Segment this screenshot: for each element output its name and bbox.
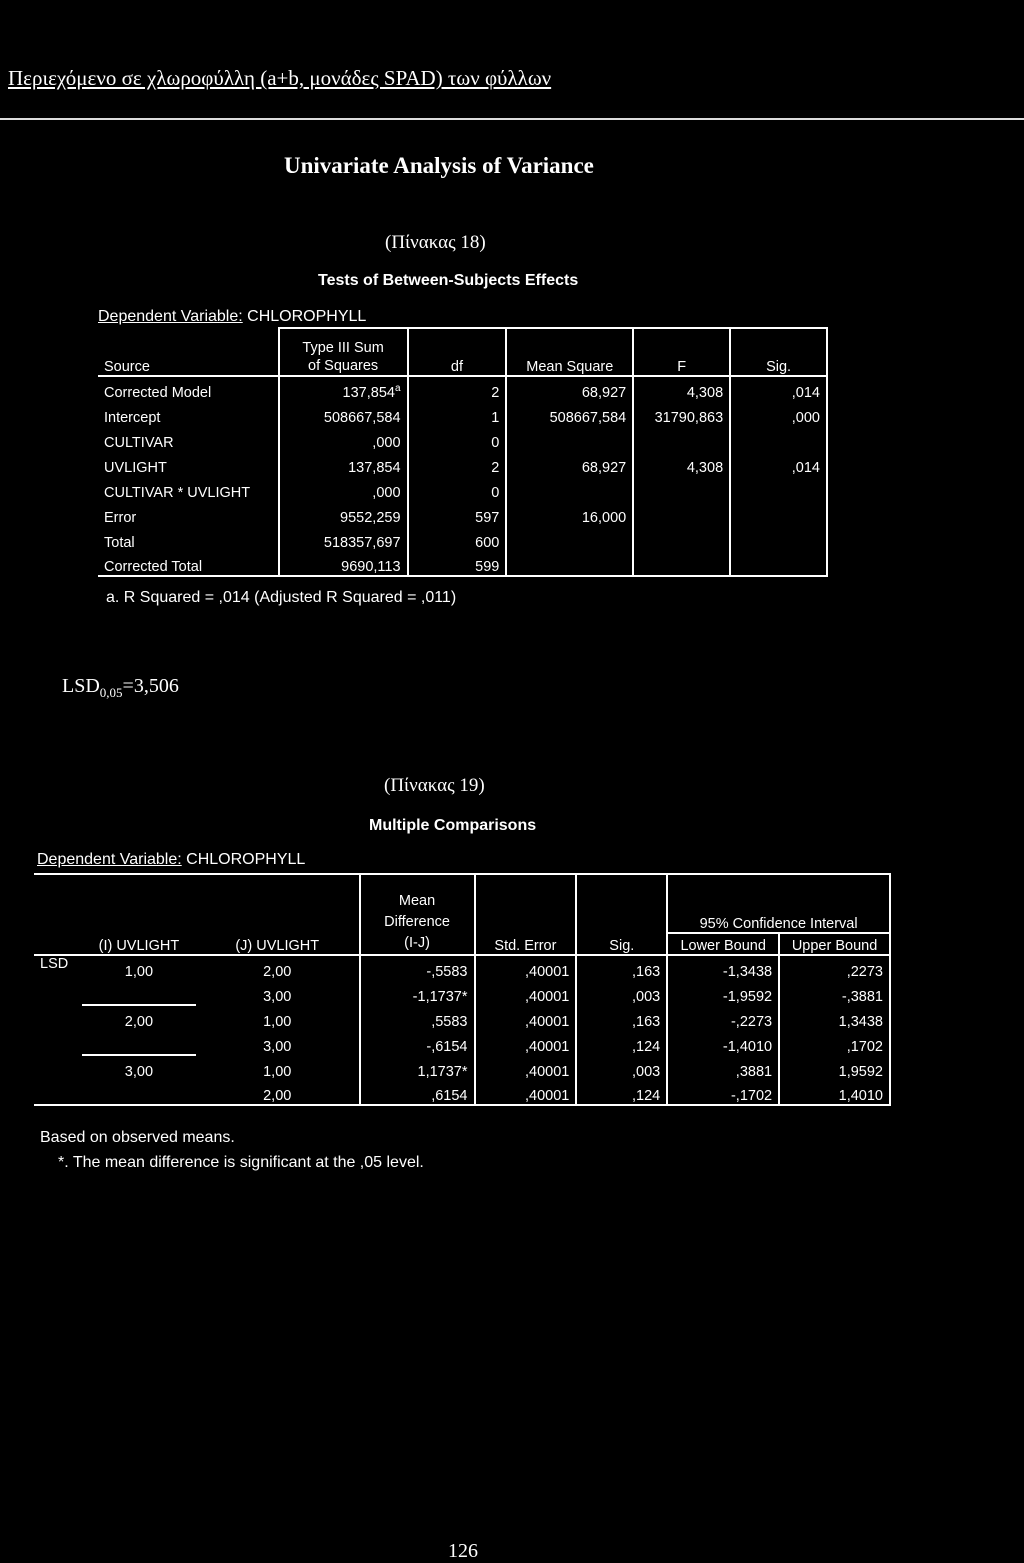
cell-source-value: Corrected Model xyxy=(104,385,212,401)
table18-caption: (Πίνακας 18) xyxy=(385,232,486,253)
col-mean-square: Mean Square xyxy=(506,328,633,376)
cell-sig xyxy=(730,551,827,576)
cell-sig-value: ,000 xyxy=(791,410,820,426)
table-row xyxy=(34,1030,890,1055)
col-md-line1: Mean xyxy=(398,893,436,909)
cell-ms xyxy=(506,501,633,526)
table-row xyxy=(98,501,827,526)
cell-i xyxy=(82,980,196,1005)
cell-df xyxy=(408,426,507,451)
cell-source-value: UVLIGHT xyxy=(104,460,167,476)
table-row xyxy=(98,376,827,401)
cell-f xyxy=(633,376,730,401)
cell-lb: ,3881 xyxy=(667,1055,779,1080)
cell-ub: -,3881 xyxy=(779,980,890,1005)
cell-df xyxy=(408,401,507,426)
col-j-uvlight: (J) UVLIGHT xyxy=(196,874,360,955)
cell-ms xyxy=(506,401,633,426)
cell-source xyxy=(98,376,279,401)
footnote-mark: a. xyxy=(106,589,120,606)
col-ss-line1: Type III Sum xyxy=(302,340,384,356)
col-ss-line2: of Squares xyxy=(308,358,379,374)
cell-ss xyxy=(279,476,408,501)
col-sig: Sig. xyxy=(576,874,667,955)
cell-f xyxy=(633,426,730,451)
cell-f xyxy=(633,451,730,476)
cell-sig: ,163 xyxy=(576,1005,667,1030)
col-i-uvlight: (I) UVLIGHT xyxy=(82,874,196,955)
cell-sig xyxy=(730,426,827,451)
cell-df-value: 1 xyxy=(491,410,500,426)
cell-f-value: 4,308 xyxy=(686,385,724,401)
note-text: The mean difference is significant at the ,05 level. xyxy=(72,1154,424,1171)
cell-source-value: Intercept xyxy=(104,410,161,426)
cell-md: ,6154 xyxy=(360,1080,475,1105)
cell-se: ,40001 xyxy=(475,1030,577,1055)
cell-footnote-ref: a xyxy=(394,383,401,395)
cell-df xyxy=(408,376,507,401)
cell-lb: -,2273 xyxy=(667,1005,779,1030)
table19-dependent-variable xyxy=(37,851,305,869)
cell-md: ,5583 xyxy=(360,1005,475,1030)
table-row xyxy=(34,1005,890,1030)
cell-ms xyxy=(506,476,633,501)
cell-df-value: 599 xyxy=(475,559,500,575)
table-row xyxy=(98,551,827,576)
between-subjects-table xyxy=(98,327,828,577)
col-confidence-interval: 95% Confidence Interval xyxy=(667,874,890,933)
cell-i xyxy=(82,1030,196,1055)
cell-ms xyxy=(506,451,633,476)
cell-ub: 1,4010 xyxy=(779,1080,890,1105)
cell-j: 1,00 xyxy=(196,1055,360,1080)
cell-method: LSD xyxy=(34,955,82,1105)
cell-source-value: CULTIVAR * UVLIGHT xyxy=(104,485,251,501)
cell-ms-value: 68,927 xyxy=(581,385,627,401)
table19-caption: (Πίνακας 19) xyxy=(384,775,485,796)
col-f: F xyxy=(633,328,730,376)
cell-df-value: 0 xyxy=(491,485,500,501)
table-row xyxy=(98,526,827,551)
cell-sig xyxy=(730,501,827,526)
cell-source-value: Total xyxy=(104,535,135,551)
cell-ss-value: ,000 xyxy=(372,435,401,451)
col-md-line2: Difference xyxy=(384,914,450,930)
cell-source xyxy=(98,501,279,526)
table18-title: Tests of Between-Subjects Effects xyxy=(318,272,579,289)
cell-se: ,40001 xyxy=(475,1005,577,1030)
cell-source xyxy=(98,451,279,476)
cell-i: 2,00 xyxy=(124,1014,154,1030)
cell-j: 1,00 xyxy=(196,1005,360,1030)
cell-sig xyxy=(730,376,827,401)
cell-ms xyxy=(506,551,633,576)
table-row xyxy=(98,451,827,476)
cell-ub: ,2273 xyxy=(779,955,890,980)
cell-ms xyxy=(506,526,633,551)
cell-ss xyxy=(279,401,408,426)
cell-sig xyxy=(730,401,827,426)
col-sum-of-squares xyxy=(279,328,408,376)
cell-ss xyxy=(279,526,408,551)
cell-ub: ,1702 xyxy=(779,1030,890,1055)
col-lower-bound: Lower Bound xyxy=(667,933,779,955)
table-row xyxy=(98,401,827,426)
cell-sig: ,003 xyxy=(576,980,667,1005)
cell-lb: -1,3438 xyxy=(667,955,779,980)
cell-sig: ,163 xyxy=(576,955,667,980)
cell-source xyxy=(98,426,279,451)
cell-ss-value: ,000 xyxy=(372,485,401,501)
cell-se: ,40001 xyxy=(475,980,577,1005)
note-mark: *. xyxy=(58,1154,69,1171)
table19-title: Multiple Comparisons xyxy=(369,817,537,834)
col-upper-bound: Upper Bound xyxy=(779,933,890,955)
cell-ss-value: 137,854 xyxy=(342,385,395,401)
cell-j: 2,00 xyxy=(196,955,360,980)
cell-sig: ,124 xyxy=(576,1080,667,1105)
cell-ms-value: 68,927 xyxy=(581,460,627,476)
col-std-error: Std. Error xyxy=(475,874,577,955)
cell-source-value: Error xyxy=(104,510,137,526)
cell-df-value: 597 xyxy=(475,510,500,526)
cell-ms-value: 508667,584 xyxy=(549,410,627,426)
cell-ss-value: 9690,113 xyxy=(341,559,401,575)
cell-ub: 1,9592 xyxy=(779,1055,890,1080)
table-row xyxy=(98,476,827,501)
lsd-base: LSD xyxy=(62,675,100,697)
header-blank-method xyxy=(34,874,82,955)
cell-ss-value: 518357,697 xyxy=(323,535,401,551)
cell-df xyxy=(408,526,507,551)
cell-se: ,40001 xyxy=(475,1080,577,1105)
table18-header-row xyxy=(98,328,827,376)
table18-body xyxy=(98,376,827,576)
page-number: 126 xyxy=(448,1540,478,1562)
cell-df xyxy=(408,451,507,476)
cell-df xyxy=(408,476,507,501)
cell-lb: -1,4010 xyxy=(667,1030,779,1055)
cell-ss xyxy=(279,451,408,476)
cell-j: 3,00 xyxy=(196,980,360,1005)
cell-sig xyxy=(730,451,827,476)
cell-se: ,40001 xyxy=(475,1055,577,1080)
cell-j: 2,00 xyxy=(196,1080,360,1105)
cell-ss xyxy=(279,376,408,401)
multiple-comparisons-table xyxy=(34,873,891,1106)
cell-i xyxy=(82,1080,196,1105)
cell-ms-value: 16,000 xyxy=(581,510,627,526)
cell-df-value: 2 xyxy=(491,385,500,401)
cell-lb: -,1702 xyxy=(667,1080,779,1105)
cell-f xyxy=(633,401,730,426)
cell-f xyxy=(633,526,730,551)
cell-ss xyxy=(279,551,408,576)
cell-lb: -1,9592 xyxy=(667,980,779,1005)
cell-sig xyxy=(730,476,827,501)
page-header: Περιεχόμενο σε χλωροφύλλη (a+b, μονάδες SPAD) των φύλλων xyxy=(8,66,552,90)
cell-ss-value: 508667,584 xyxy=(323,410,401,426)
dep-value: CHLOROPHYLL xyxy=(186,851,306,868)
cell-df xyxy=(408,551,507,576)
cell-sig-value: ,014 xyxy=(791,385,820,401)
cell-sig-value: ,014 xyxy=(791,460,820,476)
section-title: Univariate Analysis of Variance xyxy=(284,153,594,178)
cell-f-value: 4,308 xyxy=(686,460,724,476)
cell-se: ,40001 xyxy=(475,955,577,980)
table-row xyxy=(34,1080,890,1105)
cell-f xyxy=(633,551,730,576)
table18-dependent-variable xyxy=(98,308,366,326)
cell-j: 3,00 xyxy=(196,1030,360,1055)
cell-md: -,6154 xyxy=(360,1030,475,1055)
lsd-value xyxy=(62,675,179,701)
cell-i: 1,00 xyxy=(124,964,154,980)
table-row xyxy=(34,980,890,1005)
col-mean-difference xyxy=(360,874,475,955)
cell-sig: ,003 xyxy=(576,1055,667,1080)
cell-ms xyxy=(506,376,633,401)
cell-ss-value: 9552,259 xyxy=(340,510,401,526)
dep-label: Dependent Variable: xyxy=(98,308,243,325)
cell-sig xyxy=(730,526,827,551)
cell-ss xyxy=(279,426,408,451)
cell-df-value: 600 xyxy=(475,535,500,551)
dep-label: Dependent Variable: xyxy=(37,851,182,868)
cell-source xyxy=(98,476,279,501)
cell-i: 3,00 xyxy=(124,1064,154,1080)
cell-f-value: 31790,863 xyxy=(654,410,724,426)
table18-footnote xyxy=(106,589,456,607)
col-source: Source xyxy=(98,328,279,376)
table-row xyxy=(34,1055,890,1080)
cell-df-value: 2 xyxy=(491,460,500,476)
cell-ms xyxy=(506,426,633,451)
cell-source xyxy=(98,526,279,551)
cell-source-value: Corrected Total xyxy=(104,559,203,575)
cell-f xyxy=(633,476,730,501)
footnote-text: R Squared = ,014 (Adjusted R Squared = ,011) xyxy=(123,589,457,606)
cell-df-value: 0 xyxy=(491,435,500,451)
cell-source xyxy=(98,401,279,426)
cell-md: -,5583 xyxy=(360,955,475,980)
table19-header-row-1 xyxy=(34,874,890,933)
cell-sig: ,124 xyxy=(576,1030,667,1055)
table19-note-observed: Based on observed means. xyxy=(40,1129,235,1146)
cell-md: -1,1737* xyxy=(360,980,475,1005)
table-row xyxy=(34,955,890,980)
col-df: df xyxy=(408,328,507,376)
cell-source-value: CULTIVAR xyxy=(104,435,174,451)
cell-df xyxy=(408,501,507,526)
cell-source xyxy=(98,551,279,576)
cell-ss-value: 137,854 xyxy=(348,460,401,476)
cell-ss xyxy=(279,501,408,526)
lsd-subscript: 0,05 xyxy=(99,685,123,700)
table19-note-significance xyxy=(58,1154,424,1172)
cell-f xyxy=(633,501,730,526)
dep-value: CHLOROPHYLL xyxy=(247,308,367,325)
cell-md: 1,1737* xyxy=(360,1055,475,1080)
table-row xyxy=(98,426,827,451)
cell-ub: 1,3438 xyxy=(779,1005,890,1030)
table19-body xyxy=(34,955,890,1105)
col-md-line3: (I-J) xyxy=(404,935,430,951)
lsd-number: =3,506 xyxy=(122,675,179,697)
header-divider xyxy=(0,118,1024,120)
col-sig: Sig. xyxy=(730,328,827,376)
